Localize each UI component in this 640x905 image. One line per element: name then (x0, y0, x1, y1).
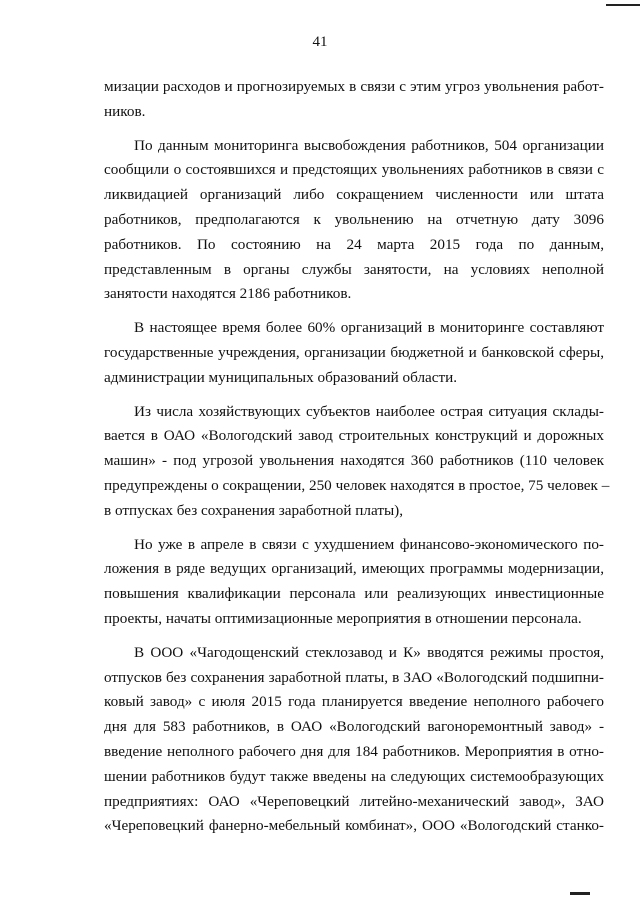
paragraph-1 (104, 75, 604, 125)
text-line: государственные учреждения, организации бюджетной и банковской сферы, (104, 343, 604, 361)
text-line: Но уже в апреле в связи с ухудшением финансово-экономического по- (134, 535, 604, 553)
text-line: машин» - под угрозой увольнения находятся 360 работников (110 человек (104, 452, 604, 470)
text-line: По данным мониторинга высвобождения работников, 504 организации (134, 136, 604, 154)
text-line: в отпусках без сохранения заработной платы), (104, 501, 404, 519)
text-line: сообщили о состоявшихся и предстоящих увольнениях работников в связи с (104, 161, 604, 179)
text-line: предприятиях: ОАО «Череповецкий литейно-механический завод», ЗАО (104, 792, 604, 810)
text-line: ковый завод» с июля 2015 года планируется введение неполного рабочего (104, 693, 604, 711)
text-line: ликвидацией организаций либо сокращением численности или штата (104, 186, 604, 204)
text-line: Из числа хозяйствующих субъектов наиболее острая ситуация склады- (134, 402, 604, 420)
text-line: дня для 583 работников, в ОАО «Вологодский вагоноремонтный завод» - (104, 718, 604, 736)
text-line: шении работников будут также введены на следующих системообразующих (104, 767, 604, 785)
text-line: представленным в органы службы занятости, на условиях неполной (104, 260, 604, 278)
text-line: В ООО «Чагодощенский стеклозавод и К» вводятся режимы простоя, (134, 643, 604, 661)
text-line: ников. (104, 102, 146, 120)
paragraph-5 (104, 533, 604, 632)
text-line: «Череповецкий фанерно-мебельный комбинат», ООО «Вологодский станко- (104, 817, 604, 835)
paragraph-2 (104, 134, 604, 308)
document-body (104, 75, 610, 839)
text-line: вается в ОАО «Вологодский завод строительных конструкций и дорожных (104, 427, 604, 445)
paragraph-3 (104, 316, 604, 390)
scan-edge-mark-top (606, 4, 640, 6)
paragraph-4 (104, 400, 610, 524)
text-line: предупреждены о сокращении, 250 человек находятся в простое, 75 человек – (104, 476, 610, 494)
text-line: администрации муниципальных образований области. (104, 368, 458, 386)
text-line: мизации расходов и прогнозируемых в связи с этим угроз увольнения работ- (104, 78, 604, 95)
paragraph-6 (104, 641, 604, 839)
text-line: работников, предполагаются к увольнению на отчетную дату 3096 (104, 210, 604, 228)
text-line: ложения в ряде ведущих организаций, имеющих программы модернизации, (104, 560, 604, 578)
text-line: работников. По состоянию на 24 марта 2015 года по данным, (104, 235, 604, 253)
text-line: проекты, начаты оптимизационные мероприятия в отношении персонала. (104, 609, 582, 627)
scan-edge-mark-bottom (570, 892, 590, 895)
text-line: В настоящее время более 60% организаций в мониторинге составляют (134, 319, 604, 337)
text-line: отпусков без сохранения заработной платы, в ЗАО «Вологодский подшипни- (104, 668, 604, 686)
text-line: повышения квалификации персонала или реализующих инвестиционные (104, 585, 604, 603)
text-line: введение неполного рабочего дня для 184 работников. Мероприятия в отно- (104, 742, 604, 760)
text-line: занятости находятся 2186 работников. (104, 285, 352, 303)
page-number: 41 (312, 34, 328, 50)
